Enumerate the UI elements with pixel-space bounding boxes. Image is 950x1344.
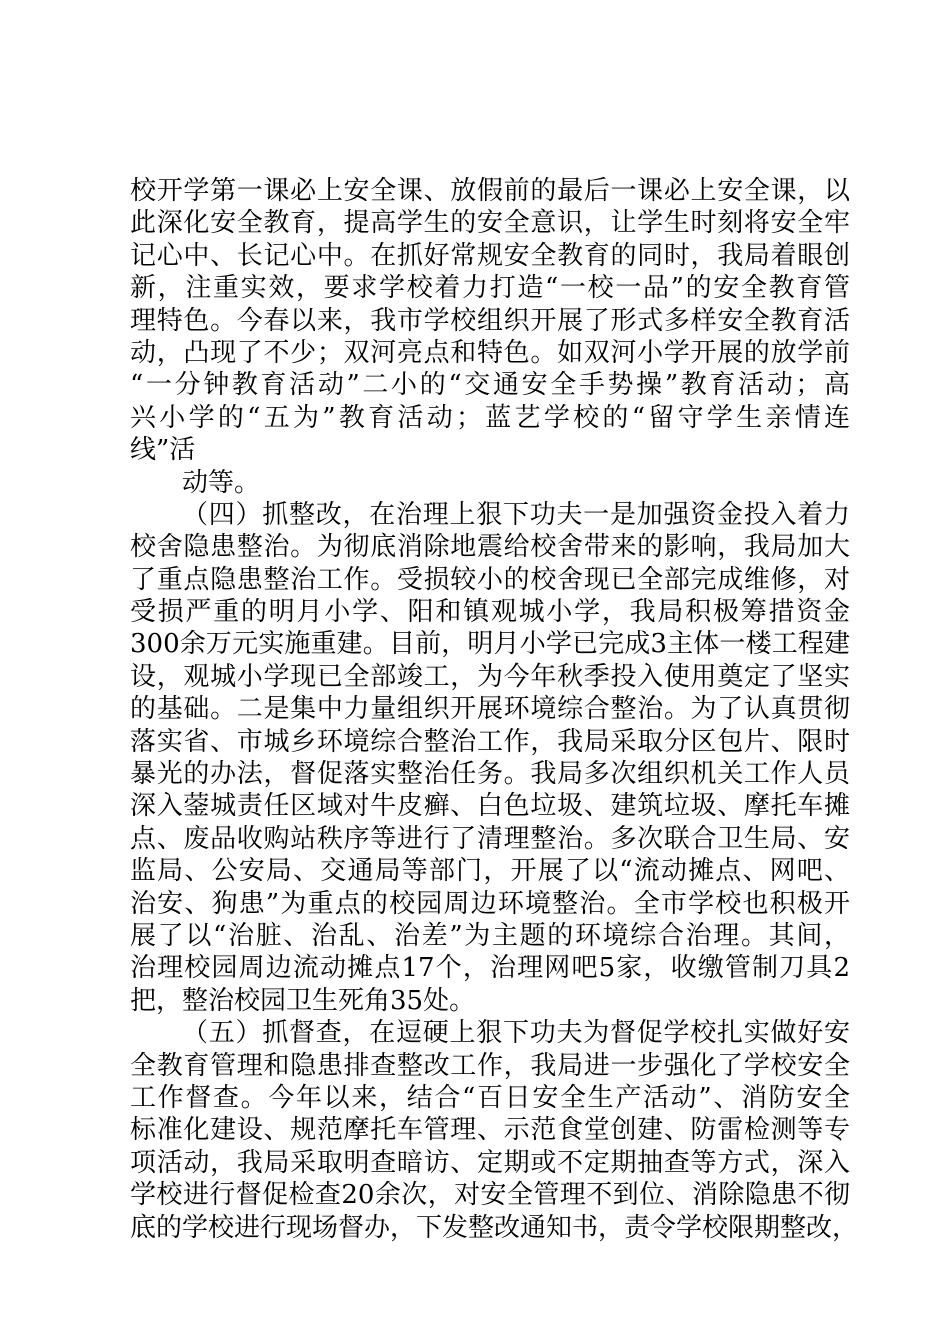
text-line: 工作督查。今年以来，结合“百日安全生产活动”、消防安全 [130,1082,850,1113]
text-line: （五）抓督查，在逗硬上狠下功夫为督促学校扎实做好安 [182,1018,850,1049]
paragraph [130,175,850,467]
text-line: 设，观城小学现已全部竣工，为今年秋季投入使用奠定了坚实 [130,661,850,692]
text-line: 理特色。今春以来，我市学校组织开展了形式多样安全教育活 [130,305,850,336]
document-body [130,175,859,1244]
text-line: 落实省、市城乡环境综合整治工作，我局采取分区包片、限时 [130,726,850,757]
paragraph [130,499,850,1017]
text-line: 学校进行督促检查20余次，对安全管理不到位、消除隐患不彻 [130,1180,850,1211]
text-line: 监局、公安局、交通局等部门，开展了以“流动摊点、网吧、 [130,856,850,887]
text-line: 300余万元实施重建。目前，明月小学已完成3主体一楼工程建 [130,629,850,660]
text-line: 动，凸现了不少；双河亮点和特色。如双河小学开展的放学前 [130,337,850,368]
text-line: 校开学第一课必上安全课、放假前的最后一课必上安全课，以 [130,176,850,206]
text-line: 新，注重实效，要求学校着力打造“一校一品”的安全教育管 [130,273,850,304]
text-line: 了重点隐患整治工作。受损较小的校舍现已全部完成维修，对 [130,564,850,595]
text-line: 线”活 [130,435,196,466]
text-line: 标准化建设、规范摩托车管理、示范食堂创建、防雷检测等专 [130,1115,850,1146]
text-line: 全教育管理和隐患排查整改工作，我局进一步强化了学校安全 [130,1050,850,1081]
paragraph [130,1017,859,1244]
text-line: 把，整治校园卫生死角35处。 [130,985,476,1016]
text-line: 展了以“治脏、治乱、治差”为主题的环境综合治理。其间， [130,920,850,951]
text-line: 深入蓥城责任区域对牛皮癣、白色垃圾、建筑垃圾、摩托车摊 [130,791,850,822]
text-line: “一分钟教育活动”二小的“交通安全手势操”教育活动；高 [130,370,850,401]
text-line: （四）抓整改，在治理上狠下功夫一是加强资金投入着力 [182,499,850,530]
text-line: 此深化安全教育，提高学生的安全意识，让学生时刻将安全牢 [130,208,850,239]
text-line: 的基础。二是集中力量组织开展环境综合整治。为了认真贯彻 [130,694,850,725]
text-line: 受损严重的明月小学、阳和镇观城小学，我局积极筹措资金 [130,597,850,628]
text-line: 治安、狗患”为重点的校园周边环境整治。全市学校也积极开 [130,888,850,919]
text-line: 治理校园周边流动摊点17个，治理网吧5家，收缴管制刀具2 [130,953,850,984]
paragraph [130,467,850,499]
text-line: 记心中、长记心中。在抓好常规安全教育的同时，我局着眼创 [130,240,850,271]
text-line: 暴光的办法，督促落实整治任务。我局多次组织机关工作人员 [130,759,850,790]
text-line: 底的学校进行现场督办，下发整改通知书，责令学校限期整改， [130,1212,859,1243]
text-line: 点、废品收购站秩序等进行了清理整治。多次联合卫生局、安 [130,823,850,854]
text-line: 校舍隐患整治。为彻底消除地震给校舍带来的影响，我局加大 [130,532,850,563]
text-line: 动等。 [182,467,261,498]
text-line: 兴小学的“五为”教育活动；蓝艺学校的“留守学生亲情连 [130,402,850,433]
text-line: 项活动，我局采取明查暗访、定期或不定期抽查等方式，深入 [130,1147,850,1178]
